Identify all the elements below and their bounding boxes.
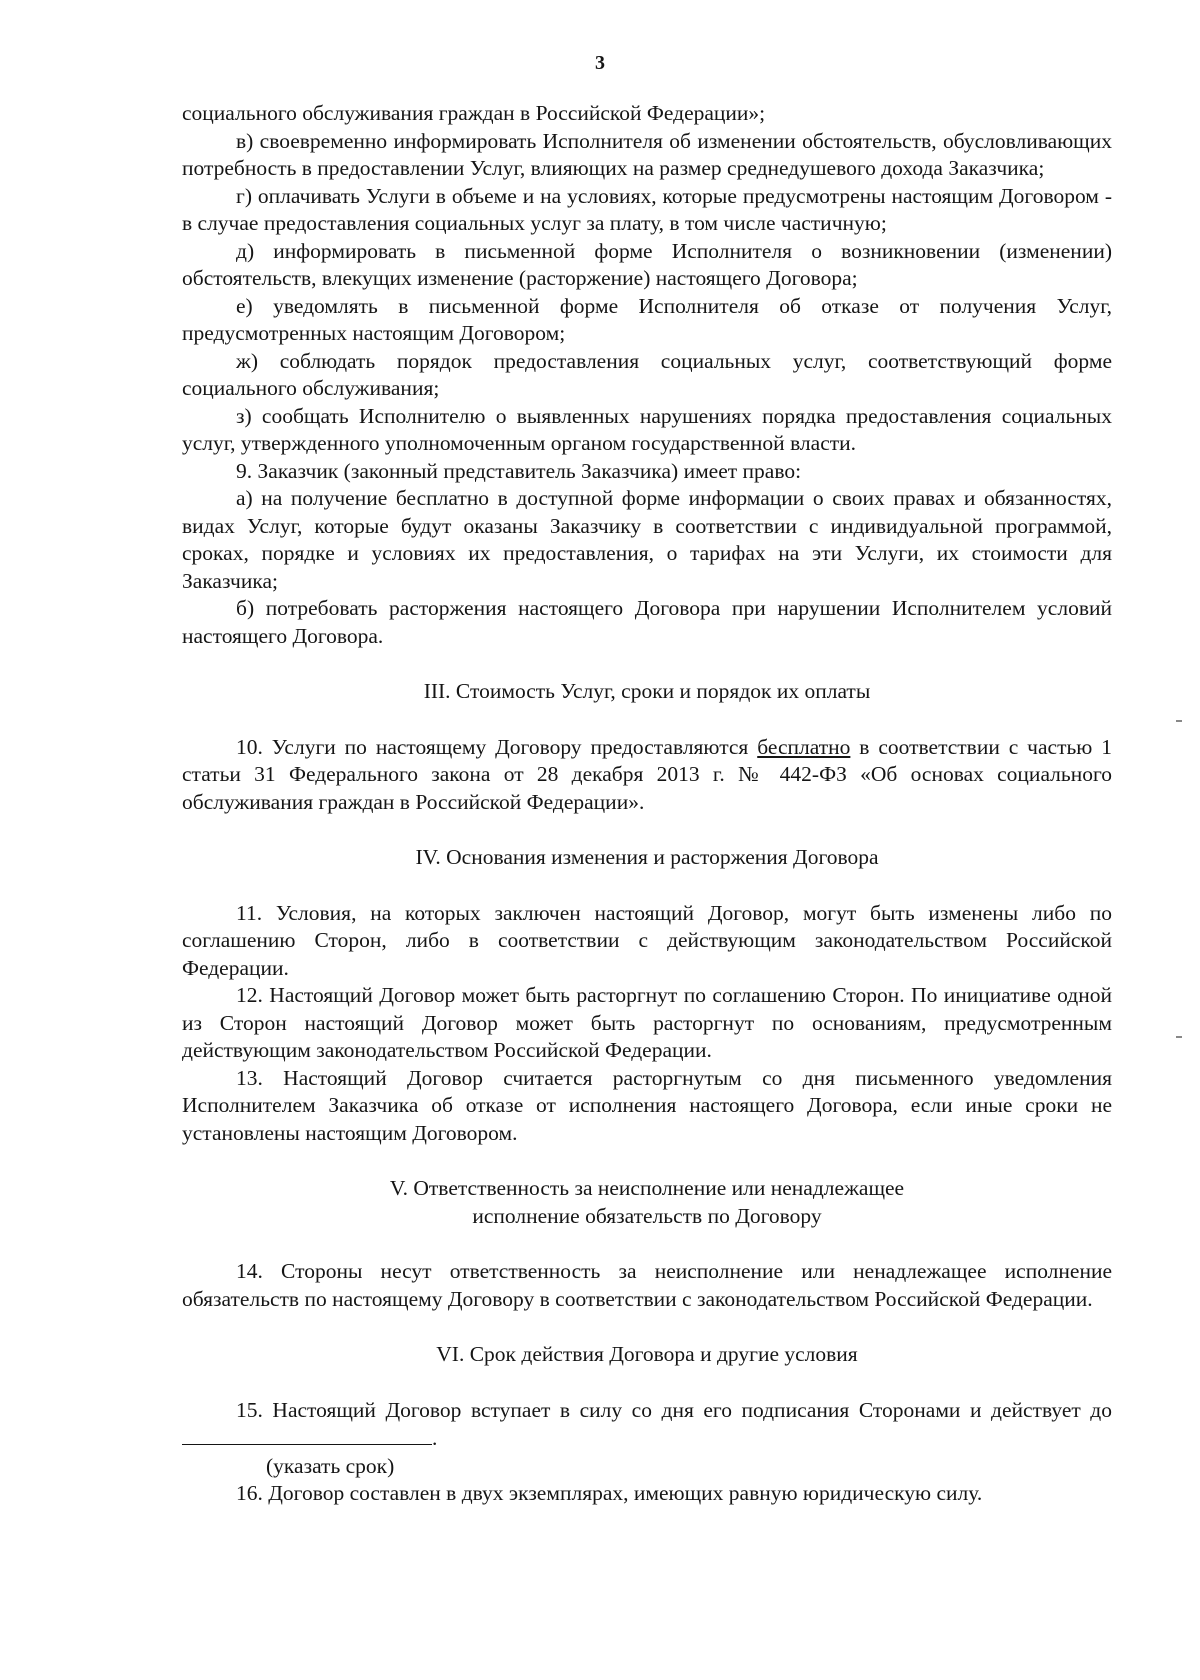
paragraph-9: 9. Заказчик (законный представитель Заказчика) имеет право:	[236, 458, 802, 483]
section-heading-5	[182, 1175, 1112, 1230]
paragraph-intro: социального обслуживания граждан в Российской Федерации»;	[182, 101, 766, 125]
section-heading-4: IV. Основания изменения и расторжения Договора	[415, 845, 879, 869]
paragraph-8z: з) сообщать Исполнителю о выявленных нарушениях порядка предоставления социальных услуг, утвержденного уполномоченным органом государственной власти.	[182, 403, 1112, 455]
paragraph-8zh: ж) соблюдать порядок предоставления социальных услуг, соответствующий форме социального обслуживания;	[182, 348, 1112, 400]
section-heading-3: III. Стоимость Услуг, сроки и порядок их оплаты	[423, 679, 871, 703]
paragraph-15-text: 15. Настоящий Договор вступает в силу со дня его подписания Сторонами и действует до	[236, 1397, 1112, 1422]
paragraph-14: 14. Стороны несут ответственность за неисполнение или ненадлежащее исполнение обязательств по настоящему Договору в соответствии с законодательством Российской Федерации.	[182, 1259, 1112, 1311]
paragraph-8d: д) информировать в письменной форме Исполнителя о возникновении (изменении) обстоятельств, влекущих изменение (расторжение) настоящего Договора;	[182, 238, 1112, 290]
paragraph-8v: в) своевременно информировать Исполнителя об изменении обстоятельств, обусловливающих потребность в предоставлении Услуг, влияющих на размер среднедушевого дохода Заказчика;	[182, 128, 1112, 180]
paragraph-11: 11. Условия, на которых заключен настоящий Договор, могут быть изменены либо по соглашению Сторон, либо в соответствии с действующим законодательством Российской Федерации.	[182, 900, 1112, 980]
paragraph-16: 16. Договор составлен в двух экземплярах, имеющих равную юридическую силу.	[236, 1481, 983, 1505]
paragraph-9a: а) на получение бесплатно в доступной форме информации о своих правах и обязанностях, видах Услуг, которые будут оказаны Заказчику в соответствии с индивидуальной программой, сроках, порядке и условиях их предоставления, о тарифах на эти Услуги, их стоимости для Заказчика;	[182, 486, 1112, 593]
paragraph-8e: е) уведомлять в письменной форме Исполнителя об отказе от получения Услуг, предусмотренных настоящим Договором;	[182, 293, 1112, 345]
paragraph-15	[182, 1397, 1112, 1453]
paragraph-12: 12. Настоящий Договор может быть расторгнут по соглашению Сторон. По инициативе одной из Сторон настоящий Договор может быть расторгнут по основаниям, предусмотренным действующим законодательством Российской Федерации.	[182, 983, 1112, 1062]
section-heading-5-line1: V. Ответственность за неисполнение или ненадлежащее	[389, 1176, 905, 1200]
page-number: 3	[595, 52, 605, 74]
paragraph-10-part-a: 10. Услуги по настоящему Договору предоставляются	[236, 734, 758, 759]
section-heading-6: VI. Срок действия Договора и другие условия	[436, 1342, 858, 1366]
scan-artifact-mark	[1176, 720, 1182, 722]
term-blank-line	[182, 1424, 432, 1445]
section-heading-5-line2: исполнение обязательств по Договору	[472, 1203, 822, 1228]
paragraph-15-end: .	[432, 1426, 438, 1450]
paragraph-8g: г) оплачивать Услуги в объеме и на условиях, которые предусмотрены настоящим Договором - в случае предоставления социальных услуг за плату, в том числе частичную;	[182, 183, 1112, 235]
term-hint: (указать срок)	[266, 1453, 395, 1478]
paragraph-13: 13. Настоящий Договор считается расторгнутым со дня письменного уведомления Исполнителем Заказчика об отказе от исполнения настоящего Договора, если иные сроки не установлены настоящим Договором.	[182, 1065, 1112, 1145]
paragraph-10-part-b: в соответствии с частью 1 статьи 31 Федерального закона от 28 декабря 2013 г. № 442-ФЗ «Об основах социального обслуживания граждан в Российской Федерации».	[182, 734, 1113, 814]
paragraph-9b: б) потребовать расторжения настоящего Договора при нарушении Исполнителем условий настоящего Договора.	[182, 596, 1112, 648]
free-of-charge-underlined: бесплатно	[757, 734, 851, 759]
scan-artifact-mark	[1176, 1036, 1182, 1038]
paragraph-10	[182, 734, 1112, 817]
document-body	[182, 100, 1112, 1508]
